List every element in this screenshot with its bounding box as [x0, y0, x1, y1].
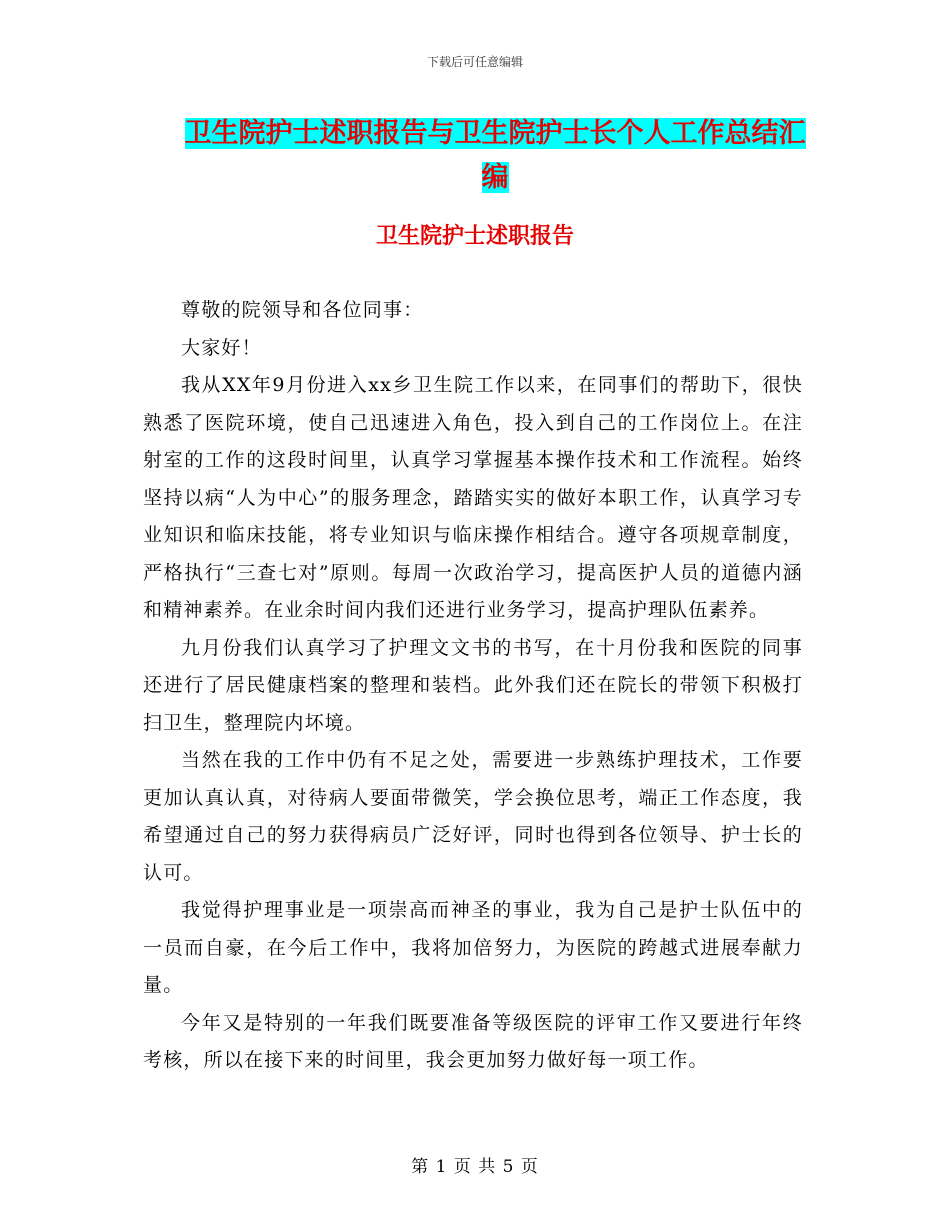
document-title-text: 卫生院护士述职报告与卫生院护士长个人工作总结汇编 [184, 118, 806, 193]
document-body [143, 292, 803, 1080]
page-header-note: 下载后可任意编辑 [426, 55, 523, 69]
body-paragraph: 我觉得护理事业是一项崇高而神圣的事业，我为自己是护士队伍中的一员而自豪，在今后工作中，我将加倍努力，为医院的跨越式进展奉献力量。 [143, 899, 803, 996]
salutation: 尊敬的院领导和各位同事： [181, 299, 424, 321]
body-paragraph: 九月份我们认真学习了护理文文书的书写，在十月份我和医院的同事还进行了居民健康档案的整理和装档。此外我们还在院长的带领下积极打扫卫生，整理院内坏境。 [143, 636, 803, 734]
section-title: 卫生院护士述职报告 [375, 223, 574, 249]
body-paragraph: 我从XX年9月份进入xx乡卫生院工作以来，在同事们的帮助下，很快熟悉了医院环境，使自己迅速进入角色，投入到自己的工作岗位上。在注射室的工作的这段时间里，认真学习掌握基本操作技术和工作流程。始终坚持以病“人为中心”的服务理念，踏踏实实的做好本职工作，认真学习专业知识和临床技能，将专业知识与临床操作相结合。遵守各项规章制度，严格执行“三查七对”原则。每周一次政治学习，提高医护人员的道德内涵和精神素养。在业余时间内我们还进行业务学习，提高护理队伍素养。 [143, 374, 803, 621]
page-number: 第 1 页 共 5 页 [411, 1157, 539, 1177]
body-paragraph: 今年又是特别的一年我们既要准备等级医院的评审工作又要进行年终考核，所以在接下来的时间里，我会更加努力做好每一项工作。 [143, 1011, 803, 1071]
greeting: 大家好！ [181, 336, 262, 359]
body-paragraph: 当然在我的工作中仍有不足之处，需要进一步熟练护理技术，工作要更加认真认真，对待病人要面带微笑，学会换位思考，端正工作态度，我希望通过自己的努力获得病员广泛好评，同时也得到各位领导、护士长的认可。 [143, 749, 803, 884]
document-title [180, 112, 810, 200]
